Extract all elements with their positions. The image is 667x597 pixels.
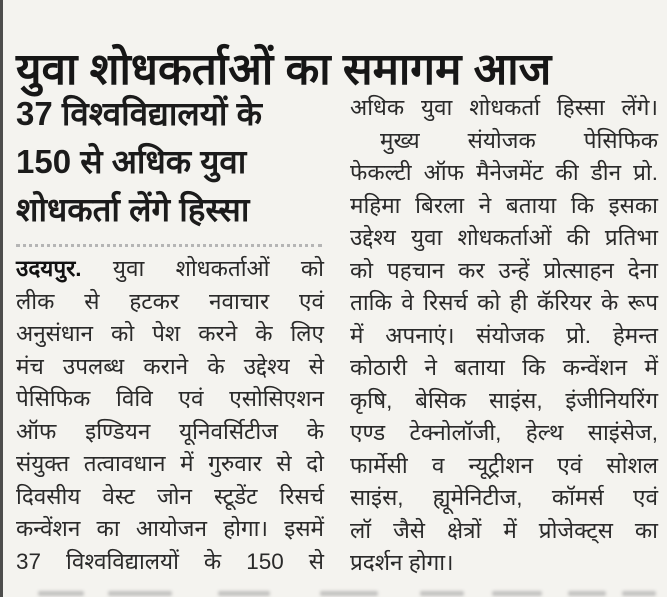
body-line: को पहचान कर उन्हें प्रोत्साहन देना (350, 257, 658, 283)
cutoff-text-remnant (420, 591, 464, 596)
body-line: में अपनाएं। संयोजक प्रो. हेमन्त (350, 322, 658, 348)
body-line: फार्मेसी व न्यूट्रीशन एवं सोशल (350, 452, 658, 478)
body-line: अधिक युवा शोधकर्ता हिस्सा लेंगे। (350, 95, 658, 120)
article-columns (16, 86, 660, 587)
body-line: मुख्य संयोजक पेसिफिक (380, 127, 658, 153)
body-line: मंच उपलब्ध कराने के उद्देश्य से (16, 353, 324, 379)
cutoff-text-remnant (320, 591, 378, 596)
cutoff-text-remnant (38, 591, 84, 596)
body-line: एण्ड टेक्नोलॉजी, हेल्थ साइंसेज, (350, 420, 658, 445)
body-line: महिमा बिरला ने बताया कि इसका (350, 192, 658, 218)
article-subheadline (16, 86, 324, 234)
body-line: 37 विश्वविद्यालयों के 150 से (16, 548, 324, 574)
body-line: लॉ जैसे क्षेत्रों में प्रोजेक्ट्स का (350, 517, 658, 543)
cutoff-text-remnant (622, 591, 656, 596)
body-line: उद्देश्य युवा शोधकर्ताओं की प्रतिभा (350, 225, 658, 250)
right-column (350, 86, 658, 587)
cutoff-text-remnant (108, 591, 172, 596)
cutoff-text-remnant (492, 591, 542, 596)
subheadline-line: 37 विश्वविद्यालयों के (16, 95, 262, 132)
left-body-text (16, 253, 324, 578)
body-line-text: युवा शोधकर्ताओं को (112, 256, 324, 281)
cutoff-text-remnant (218, 591, 270, 596)
body-line: साइंस, ह्यूमेनिटीज, कॉमर्स एवं (350, 485, 658, 510)
body-line: अनुसंधान को पेश करने के लिए (16, 321, 324, 346)
body-line: कन्वेंशन का आयोजन होगा। इसमें (16, 516, 324, 541)
cutoff-text-remnant-row (0, 588, 667, 597)
body-line: पेसिफिक विवि एवं एसोसिएशन (16, 386, 324, 411)
body-line: फेकल्टी ऑफ मैनेजमेंट की डीन प्रो. (350, 160, 658, 185)
subheadline-line: 150 से अधिक युवा (16, 143, 247, 180)
article-headline: युवा शोधकर्ताओं का समागम आज (16, 45, 552, 95)
subheadline-line: शोधकर्ता लेंगे हिस्सा (16, 191, 250, 228)
scan-edge-line (0, 0, 3, 597)
dotted-separator (16, 244, 322, 247)
body-line: संयुक्त तत्वावधान में गुरुवार से दो (16, 451, 324, 476)
body-line: दिवसीय वेस्ट जोन स्टूडेंट रिसर्च (16, 483, 324, 509)
body-line: लीक से हटकर नवाचार एवं (16, 288, 324, 314)
right-body-text (350, 92, 658, 580)
body-line (16, 253, 324, 286)
dateline: उदयपुर. (16, 256, 82, 281)
body-line: ऑफ इण्डियन यूनिवर्सिटीज के (16, 418, 324, 444)
body-line: प्रदर्शन होगा। (350, 550, 454, 575)
body-line: कोठारी ने बताया कि कन्वेंशन में (350, 355, 658, 380)
left-column (16, 86, 324, 587)
body-line: ताकि वे रिसर्च को ही कॅरियर के रूप (350, 290, 658, 315)
cutoff-text-remnant (568, 591, 606, 596)
body-line: कृषि, बेसिक साइंस, इंजीनियरिंग (350, 387, 658, 413)
